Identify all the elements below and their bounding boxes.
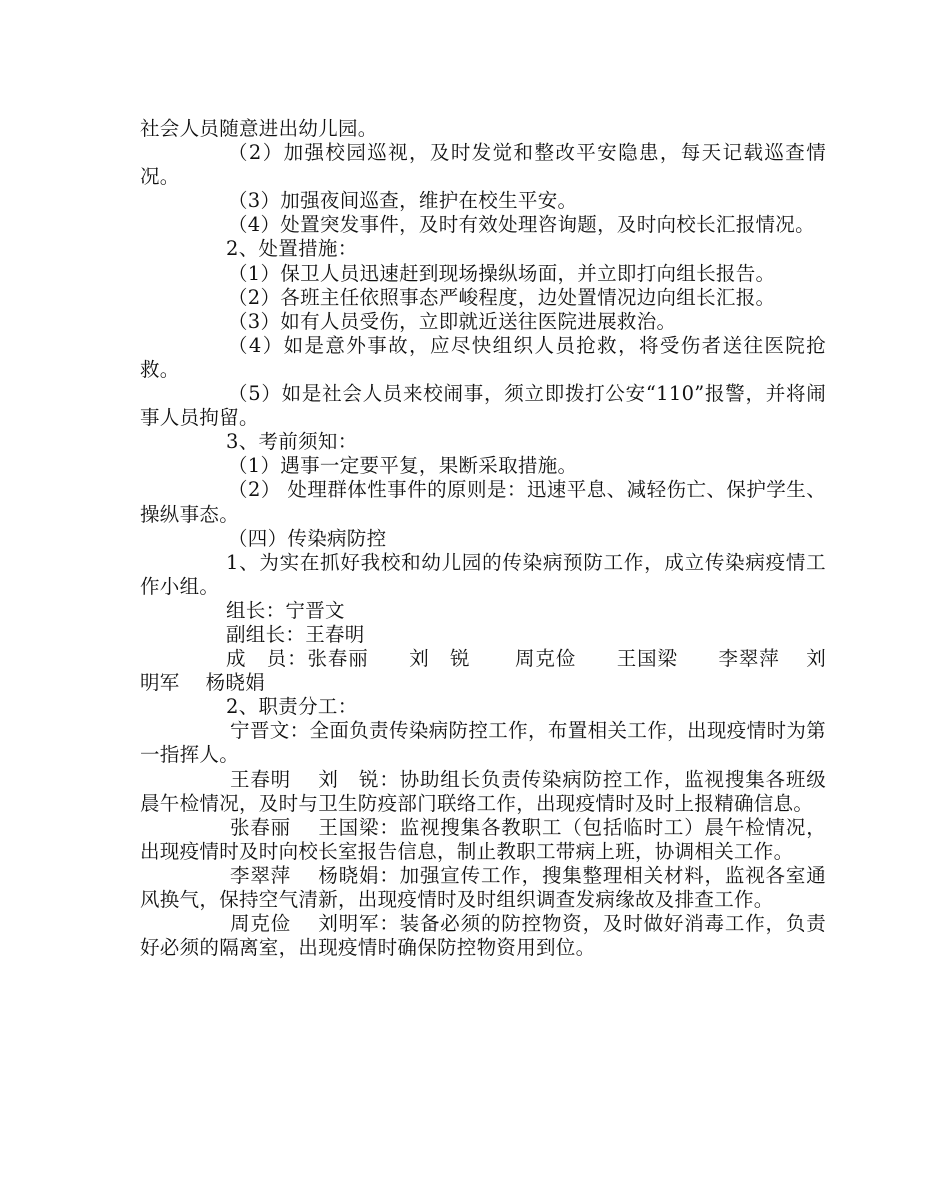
- deputy-leader-line: 副组长：王春明: [226, 622, 365, 646]
- member-name: 王国梁: [616, 647, 678, 671]
- document-body: [140, 117, 826, 960]
- member-name: 李翠萍: [717, 647, 780, 671]
- paragraph: （1）保卫人员迅速赶到现场操纵场面，并立即打向组长报告。: [228, 261, 776, 285]
- section-heading: 3、考前须知：: [226, 430, 358, 454]
- paragraph: 社会人员随意进出幼儿园。: [140, 117, 378, 140]
- paragraph: 1、为实在抓好我校和幼儿园的传染病预防工作，成立传染病疫情工作小组。: [140, 550, 826, 598]
- member-name: 周克俭: [514, 647, 577, 671]
- paragraph: （3）如有人员受伤，立即就近送往医院进展救治。: [228, 309, 677, 333]
- member-name: 刘明军: [140, 647, 827, 695]
- paragraph: 王春明 刘 锐：协助组长负责传染病防控工作，监视搜集各班级晨午检情况，及时与卫生防疫部门联络工作，出现疫情时及时上报精确信息。: [140, 767, 826, 815]
- paragraph: （3）加强夜间巡查，维护在校生平安。: [228, 189, 578, 213]
- member-name: 刘 锐: [408, 647, 471, 671]
- paragraph: （2）各班主任依照事态严峻程度，边处置情况边向组长汇报。: [228, 285, 776, 309]
- paragraph: 李翠萍 杨晓娟：加强宣传工作，搜集整理相关材料，监视各室通风换气，保持空气清新，出现疫情时及时组织调查发病缘故及排查工作。: [140, 863, 826, 911]
- paragraph: （2） 处理群体性事件的原则是：迅速平息、减轻伤亡、保护学生、操纵事态。: [140, 478, 826, 526]
- members-line: [140, 647, 826, 695]
- members-label: 成 员：: [226, 647, 308, 671]
- paragraph: （4）如是意外事故，应尽快组织人员抢救，将受伤者送往医院抢救。: [140, 333, 826, 381]
- paragraph: 张春丽 王国梁：监视搜集各教职工（包括临时工）晨午检情况，出现疫情时及时向校长室报告信息，制止教职工带病上班，协调相关工作。: [140, 815, 826, 863]
- member-name: 张春丽: [307, 647, 369, 671]
- member-name: 杨晓娟: [205, 671, 266, 695]
- section-heading: 2、处置措施：: [226, 237, 358, 261]
- paragraph: 周克俭 刘明军：装备必须的防控物资，及时做好消毒工作，负责好必须的隔离室，出现疫情时确保防控物资用到位。: [140, 912, 826, 960]
- paragraph: （5）如是社会人员来校闹事，须立即拨打公安“110”报警，并将闹事人员拘留。: [140, 382, 826, 430]
- paragraph: （4）处置突发事件，及时有效处理咨询题，及时向校长汇报情况。: [228, 213, 815, 237]
- paragraph: （2）加强校园巡视，及时发觉和整改平安隐患，每天记载巡查情况。: [140, 141, 826, 189]
- paragraph: 宁晋文：全面负责传染病防控工作，布置相关工作，出现疫情时为第一指挥人。: [140, 719, 826, 767]
- paragraph: （1）遇事一定要平复，果断采取措施。: [228, 454, 578, 478]
- section-heading: 2、职责分工：: [226, 695, 358, 719]
- section-heading: （四）传染病防控: [228, 526, 387, 550]
- leader-line: 组长：宁晋文: [226, 598, 345, 622]
